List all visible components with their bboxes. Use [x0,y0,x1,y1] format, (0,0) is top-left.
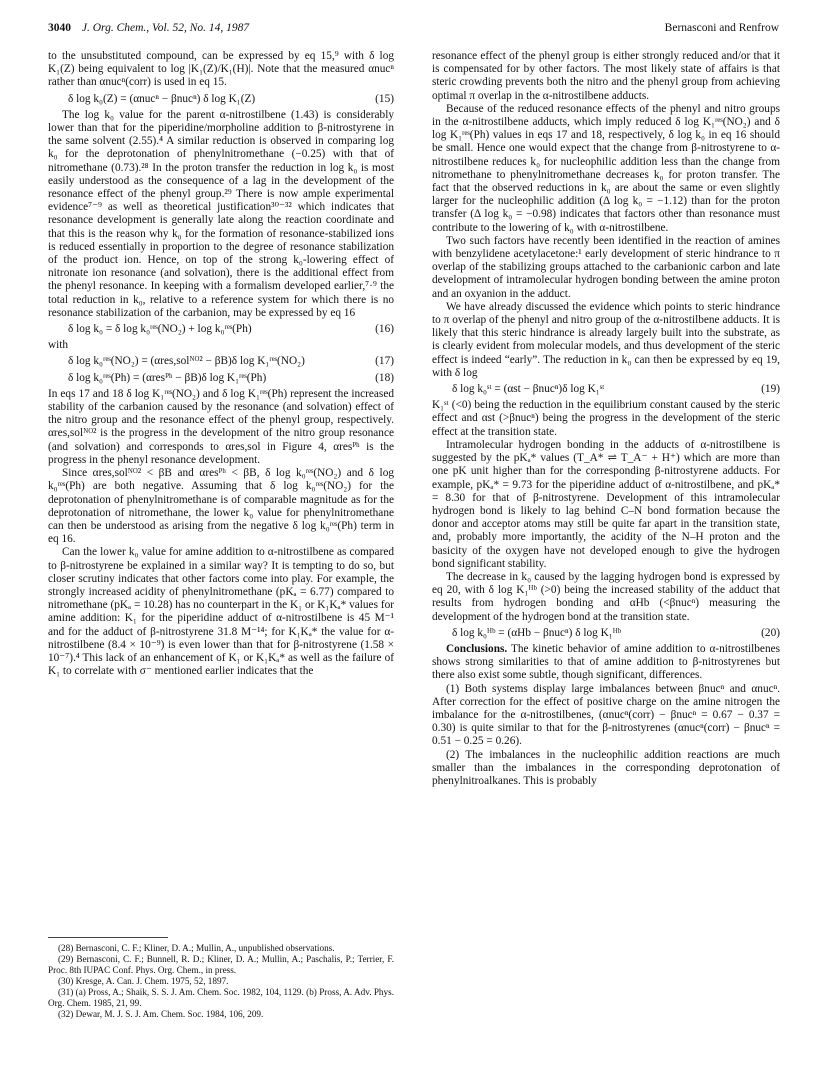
journal-citation: J. Org. Chem., Vol. 52, No. 14, 1987 [81,22,250,34]
paragraph: to the unsubstituted compound, can be expressed by eq 15,⁹ with δ log K₁(Z) being equivalent to log |K₁(Z)/K₁(H)|. Note that the measured αnucⁿ rather than αnucⁿ(corr) is used in eq 15. [48,50,394,89]
footnote-rule [48,937,168,938]
paragraph: The log k₀ value for the parent α-nitrostilbene (1.43) is considerably lower than that for the piperidine/morpholine addition to β-nitrostyrene in the same solvent (2.55).⁴ A similar reduction is observed in comparing log k₀ for the deprotonation of phenylnitromethane (−0.25) with that of nitromethane (0.73).²⁸ In the proton transfer the reduction in log k₀ is most easily understood as the consequence of a lag in the development of the resonance effect of the phenyl group.²⁹ There is now ample experimental evidence⁷⁻⁹ as well as theoretical justification³⁰⁻³² which indicates that resonance development is generally late along the reaction coordinate and that this is the reason why k₀ for the formation of resonance-stabilized ions is reduced essentially in proportion to the degree of resonance stabilization of the product ion. Hence, on top of the strong k₀-lowering effect of nitronate ion resonance (and solvation), there is the additional effect from the phenyl resonance. In keeping with a formalism developed earlier,⁷·⁹ the total reduction in k₀, relative to a reference system for which there is no resonance stabilization of the carbanion, may be expressed by eq 16 [48,108,394,319]
equation [68,355,394,368]
page-number: 3040 [48,22,71,34]
equation [68,372,394,385]
paragraph: The decrease in k₀ caused by the lagging hydrogen bond is expressed by eq 20, with δ log K₁ᴴᵇ (>0) being the increased stability of the adduct that results from hydrogen bonding and αHb (<βnucⁿ) measuring the development of the hydrogen bond at the transition state. [432,570,780,623]
equation-body: δ log k₀ˢᵗ = (αst − βnucⁿ)δ log K₁ˢᵗ [452,383,605,396]
paragraph: Can the lower k₀ value for amine addition to α-nitrostilbene as compared to β-nitrostyrene be explained in a similar way? It is tempting to do so, but closer scrutiny indicates that other factors come into play. For example, the strongly increased acidity of phenylnitromethane (pKₐ = 6.77) compared to nitromethane (pKₐ = 10.28) has no counterpart in the K₁ or K₁Kₐ* values for amine addition: K₁ for the piperidine adduct of α-nitrostilbene is 45 M⁻¹ and for the adduct of β-nitrostyrene 31.8 M⁻¹⁴; for K₁Kₐ* the value for α-nitrostilbene (8.4 × 10⁻⁹) is even lower than that for β-nitrostyrene (1.58 × 10⁻⁷).⁴ This lack of an enhancement of K₁ or K₁Kₐ* as well as the failure of K₁ to correlate with σ⁻ mentioned earlier indicates that the [48,546,394,678]
right-column [432,50,780,788]
equation-number: (15) [375,92,394,105]
running-authors: Bernasconi and Renfrow [664,22,779,34]
equation-body: δ log k₀ʳᵉˢ(Ph) = (αresᴾʰ − βB)δ log K₁ʳᵉˢ(Ph) [68,371,267,384]
equation-body: δ log k₀ = δ log k₀ʳᵉˢ(NO₂) + log k₀ʳᵉˢ(Ph) [68,323,252,336]
left-column [48,50,394,678]
paragraph: K₁ˢᵗ (<0) being the reduction in the equilibrium constant caused by the steric effect and αst (>βnucⁿ) being the progress in the development of the steric effect at the transition state. [432,399,780,438]
equation-number: (18) [375,371,394,384]
paragraph: (1) Both systems display large imbalances between βnucⁿ and αnucⁿ. After correction for the effect of positive charge on the amine nitrogen the imbalance for the α-nitrostilbenes, (αnucⁿ(corr) − βnucⁿ = 0.67 − 0.37 = 0.30) is quite similar to that for the β-nitrostyrenes (αnucⁿ(corr) − βnucⁿ = 0.51 − 0.25 = 0.26). [432,682,780,748]
paragraph: Since αres,solᴺᴼ² < βB and αresᴾʰ < βB, δ log k₀ʳᵉˢ(NO₂) and δ log k₀ʳᵉˢ(Ph) are both negative. Assuming that δ log k₀ʳᵉˢ(NO₂) for the deprotonation of phenylnitromethane is of comparable magnitude as for the deprotonation of nitromethane, the lower k₀ value for phenylnitromethane can then be understood as arising from the negative δ log k₀ʳᵉˢ(Ph) term in eq 16. [48,467,394,546]
paragraph: In eqs 17 and 18 δ log K₁ʳᵉˢ(NO₂) and δ log K₁ʳᵉˢ(Ph) represent the increased stability of the carbanion caused by the resonance (and solvation) effect of the nitro group and the resonance effect of the phenyl group, respectively. αres,solᴺᴼ² is the progress in the development of the nitro group resonance (and solvation) and corresponds to αres,sol in Figure 4, αresᴾʰ is the progress in the phenyl resonance development. [48,387,394,466]
section-heading: Conclusions. [446,642,508,655]
paragraph: We have already discussed the evidence which points to steric hindrance to π overlap of the phenyl and nitro group of the α-nitrostilbene adducts. It is likely that this steric hindrance is already largely built into the substrate, as is clearly evident from molecular models, and thus development of the steric effect is indeed “early”. The reduction in k₀ can then be expressed by eq 19, with δ log [432,300,780,379]
equation [452,383,780,396]
footnote: (32) Dewar, M. J. S. J. Am. Chem. Soc. 1984, 106, 209. [58,1009,264,1019]
paragraph-text: The kinetic behavior of amine addition to α-nitrostilbenes shows strong similarities to that of amine addition to β-nitrostyrenes but there also exist some subtle, though significant, differences. [432,642,780,682]
equation-body: δ log k₀ʳᵉˢ(NO₂) = (αres,solᴺᴼ² − βB)δ log K₁ʳᵉˢ(NO₂) [68,355,305,368]
equation [68,93,394,106]
footnote: (30) Kresge, A. Can. J. Chem. 1975, 52, 1897. [58,976,229,986]
equation-number: (19) [761,383,780,396]
equation [452,627,780,640]
paragraph: Intramolecular hydrogen bonding in the adducts of α-nitrostilbene is suggested by the pKₐ* values (T_A* ⇌ T_A⁻ + H⁺) which are more than one pK unit higher than for the corresponding β-nitrostyrene adducts. For example, pKₐ* = 9.73 for the piperidine adduct of α-nitrostilbene, and pKₐ* = 8.30 for that of β-nitrostyrene. Development of this intramolecular hydrogen bond is likely to lag behind C–N bond formation because the donor and acceptor atoms may still be quite far apart in the transition state, and, probably more importantly, the acidity of the N–H proton and the basicity of the oxygen have not developed enough to give the hydrogen bond significant stability. [432,438,780,570]
conclusions-paragraph [432,643,780,683]
page-header [48,22,779,38]
equation-body: δ log k₀(Z) = (αnucⁿ − βnucⁿ) δ log K₁(Z) [68,92,256,105]
equation [68,323,394,336]
footnotes [48,937,394,1020]
paragraph: Because of the reduced resonance effects of the phenyl and nitro groups in the α-nitrostilbene adducts, which imply reduced δ log K₁ʳᵉˢ(NO₂) and δ log K₁ʳᵉˢ(Ph) values in eqs 17 and 18, respectively, δ log k₀ in eq 16 should be small. Hence one would expect that the change from β-nitrostyrene to α-nitrostilbene reduces k₀ for nucleophilic addition less than the change from nitromethane to phenylnitromethane decreases k₀ for proton transfer. The fact that the observed reductions in k₀ are about the same or even slightly larger for the nucleophilic addition (Δ log k₀ = −1.12) than for the proton transfer (Δ log k₀ = −0.98) indicates that factors other than resonance must contribute to the lowering of k₀ with α-nitrostilbene. [432,102,780,234]
paragraph: (2) The imbalances in the nucleophilic addition reactions are much smaller than the imbalances in the corresponding deprotonation of phenylnitroalkanes. This is probably [432,748,780,787]
equation-number: (16) [375,323,394,336]
footnote: (28) Bernasconi, C. F.; Kliner, D. A.; Mullin, A., unpublished observations. [58,943,335,953]
footnote: (29) Bernasconi, C. F.; Bunnell, R. D.; Kliner, D. A.; Mullin, A.; Paschalis, P.; Terrier, F. Proc. 8th IUPAC Conf. Phys. Org. Chem., in press. [48,954,394,975]
connective-text: with [48,339,69,352]
paragraph: Two such factors have recently been identified in the reaction of amines with benzylidene acetylacetone:¹ early development of steric hindrance to π overlap of the stabilizing groups attached to the carbanionic carbon and late development of intramolecular hydrogen bonding between the amine proton and an oxyanion in the adduct. [432,234,780,300]
footnote: (31) (a) Pross, A.; Shaik, S. S. J. Am. Chem. Soc. 1982, 104, 1129. (b) Pross, A. Adv. Phys. Org. Chem. 1985, 21, 99. [48,987,394,1008]
equation-number: (17) [375,355,394,368]
paragraph: resonance effect of the phenyl group is either strongly reduced and/or that it is compensated for by other factors. The most likely state of affairs is that steric crowding prevents both the nitro and the phenyl group from achieving optimal π overlap in the α-nitrostilbene adducts. [432,50,780,102]
equation-number: (20) [761,626,780,639]
equation-body: δ log k₀ᴴᵇ = (αHb − βnucⁿ) δ log K₁ᴴᵇ [452,626,622,639]
